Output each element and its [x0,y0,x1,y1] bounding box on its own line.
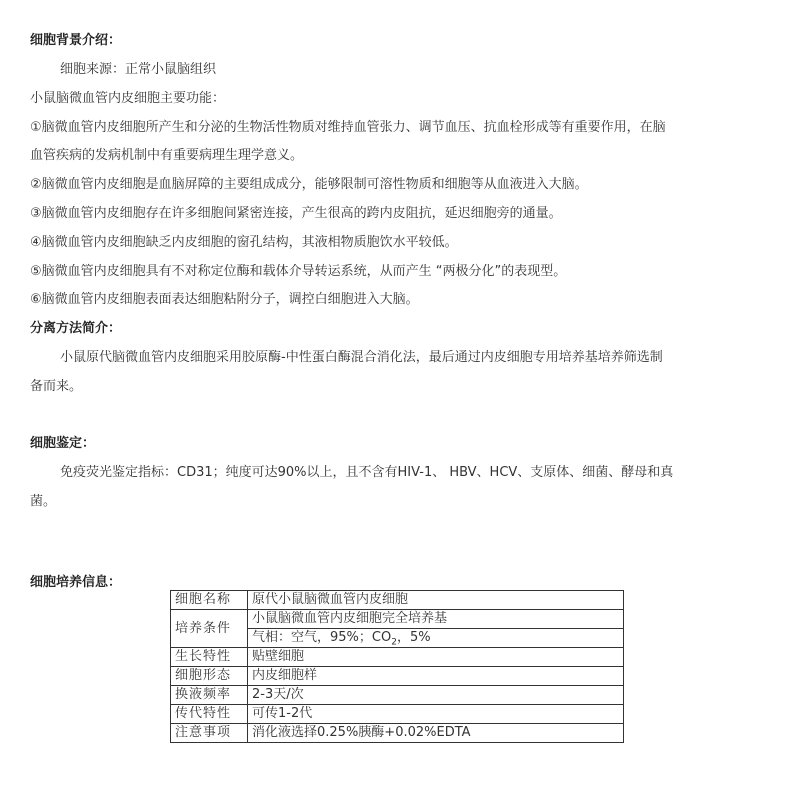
identification-heading: 细胞鉴定： [30,436,96,451]
identification-text-line2: 菌。 [30,494,57,509]
row-label: 传代特性 [171,705,248,724]
table-row [171,648,624,667]
culture-info-table [170,590,624,743]
background-heading: 细胞背景介绍： [30,33,122,48]
table-row [171,591,624,610]
row-value: 内皮细胞样 [248,667,624,686]
identification-text-line1: 免疫荧光鉴定指标：CD31；纯度可达90%以上，且不含有HIV-1、 HBV、HCV、支原体、细菌、酵母和真 [60,465,674,480]
row-value: 小鼠脑微血管内皮细胞完全培养基 [248,610,624,629]
row-label: 注意事项 [171,724,248,743]
row-label: 细胞形态 [171,667,248,686]
row-value: 消化液选择0.25%胰酶+0.02%EDTA [248,724,624,743]
row-value: 2-3天/次 [248,686,624,705]
function-item: ②脑微血管内皮细胞是血脑屏障的主要组成成分，能够限制可溶性物质和细胞等从血液进入大脑。 [30,177,588,192]
functions-title: 小鼠脑微血管内皮细胞主要功能： [30,91,226,106]
row-value: 可传1-2代 [248,705,624,724]
row-value: 原代小鼠脑微血管内皮细胞 [248,591,624,610]
row-label: 生长特性 [171,648,248,667]
row-value-gas [248,629,624,648]
function-item: 血管疾病的发病机制中有重要病理生理学意义。 [30,148,304,163]
row-label: 细胞名称 [171,591,248,610]
gas-subscript: 2 [391,637,397,648]
table-row [171,610,624,629]
gas-prefix: 气相：空气，95%；CO [252,630,392,645]
isolation-text-line2: 备而来。 [30,379,83,394]
function-item: ③脑微血管内皮细胞存在许多细胞间紧密连接，产生很高的跨内皮阻抗，延迟细胞旁的通量。 [30,206,562,221]
gas-suffix: ，5% [396,630,431,645]
isolation-text-line1: 小鼠原代脑微血管内皮细胞采用胶原酶-中性蛋白酶混合消化法，最后通过内皮细胞专用培养基培养筛选制 [60,350,663,365]
isolation-heading: 分离方法简介： [30,321,122,336]
row-label: 培养条件 [171,610,248,648]
table-row [171,686,624,705]
table-row [171,667,624,686]
culture-heading: 细胞培养信息： [30,575,122,590]
row-value: 贴壁细胞 [248,648,624,667]
cell-source: 细胞来源：正常小鼠脑组织 [60,62,217,77]
function-item: ④脑微血管内皮细胞缺乏内皮细胞的窗孔结构，其液相物质胞饮水平较低。 [30,235,458,250]
function-item: ⑤脑微血管内皮细胞具有不对称定位酶和载体介导转运系统，从而产生 “两极分化”的表现型。 [30,264,567,279]
table-row [171,705,624,724]
function-item: ⑥脑微血管内皮细胞表面表达细胞粘附分子，调控白细胞进入大脑。 [30,292,419,307]
row-label: 换液频率 [171,686,248,705]
function-item: ①脑微血管内皮细胞所产生和分泌的生物活性物质对维持血管张力、调节血压、抗血栓形成等有重要作用，在脑 [30,120,666,135]
table-row [171,724,624,743]
